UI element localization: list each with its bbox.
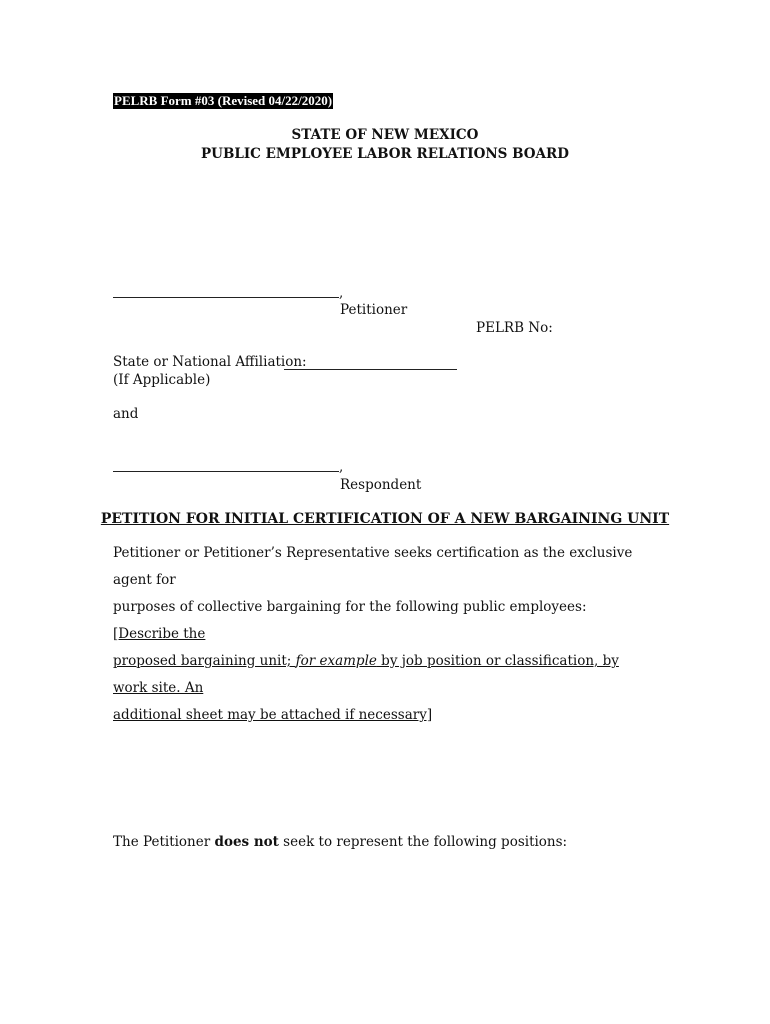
excluded-positions-text: [113, 833, 567, 851]
form-id-label: PELRB Form #03 (Revised 04/22/2020): [114, 93, 333, 108]
petitioner-label: Petitioner: [340, 302, 408, 318]
excluded-suffix: seek to represent the following positions:: [278, 834, 568, 850]
if-applicable-note: (If Applicable): [113, 372, 211, 388]
and-text: and: [113, 406, 139, 422]
line2-underlined: [Describe the: [113, 626, 206, 642]
petitioner-comma: ,: [339, 285, 344, 301]
line3-part2: by job position or classification, by work site. An: [113, 653, 619, 696]
paragraph-line-4: additional sheet may be attached if necessary]: [113, 707, 433, 723]
paragraph-line-2: [113, 594, 653, 648]
paragraph-line-3: [113, 648, 653, 702]
petitioner-name-line[interactable]: [113, 297, 339, 298]
affiliation-label: State or National Affiliation:: [113, 354, 307, 370]
petition-paragraph: [113, 540, 653, 729]
line2-plain: purposes of collective bargaining for the following public employees:: [113, 599, 587, 615]
respondent-comma: ,: [339, 459, 344, 475]
petition-title: PETITION FOR INITIAL CERTIFICATION OF A NEW BARGAINING UNIT: [100, 511, 670, 527]
affiliation-line[interactable]: [284, 369, 457, 370]
respondent-name-line[interactable]: [113, 471, 339, 472]
paragraph-line-1: Petitioner or Petitioner’s Representative seeks certification as the exclusive agent for: [113, 545, 633, 588]
line3-part1: proposed bargaining unit;: [113, 653, 296, 669]
board-heading: PUBLIC EMPLOYEE LABOR RELATIONS BOARD: [201, 146, 569, 162]
respondent-label: Respondent: [340, 477, 422, 493]
line3-italic: for example: [295, 653, 377, 669]
pelrb-number-label: PELRB No:: [476, 320, 553, 336]
excluded-prefix: The Petitioner: [113, 834, 215, 850]
excluded-bold: does not: [214, 834, 279, 850]
state-heading: STATE OF NEW MEXICO: [291, 127, 479, 143]
